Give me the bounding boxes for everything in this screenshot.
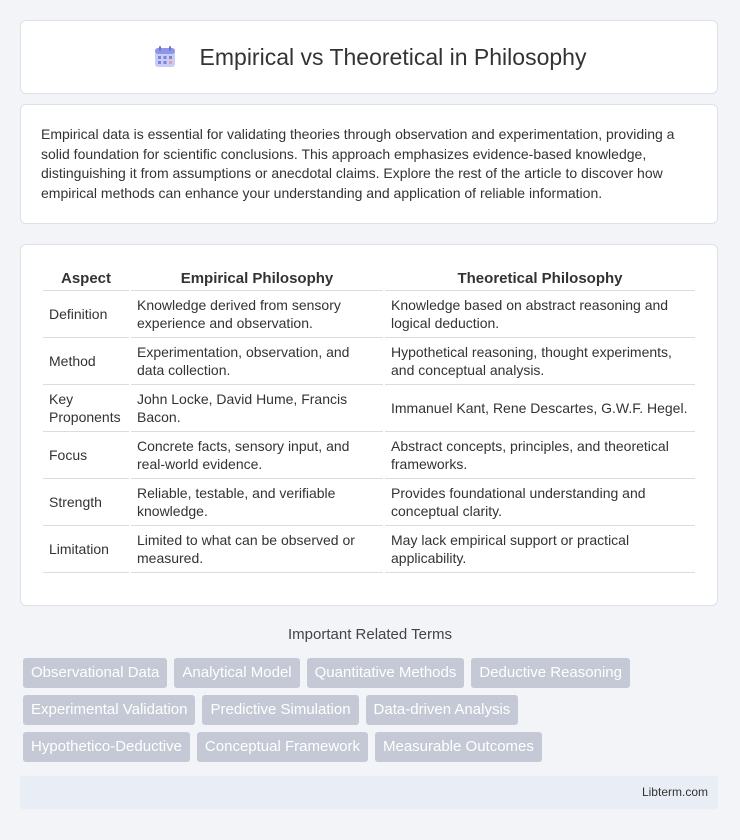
related-terms-row bbox=[23, 658, 723, 688]
table-row bbox=[43, 338, 695, 385]
related-term-tag[interactable]: Observational Data bbox=[23, 658, 167, 688]
comparison-table bbox=[41, 265, 697, 573]
intro-card bbox=[20, 104, 718, 224]
column-header-empirical: Empirical Philosophy bbox=[131, 265, 383, 291]
related-term-tag[interactable]: Predictive Simulation bbox=[202, 695, 358, 725]
related-terms-heading: Important Related Terms bbox=[288, 626, 452, 643]
table-row bbox=[43, 385, 695, 432]
table-cell-aspect: Method bbox=[43, 338, 129, 385]
related-terms-row bbox=[23, 695, 723, 725]
table-cell-empirical: Knowledge derived from sensory experience and observation. bbox=[131, 291, 383, 338]
table-header-row bbox=[43, 265, 695, 291]
table-cell-empirical: Concrete facts, sensory input, and real-world evidence. bbox=[131, 432, 383, 479]
related-term-tag[interactable]: Analytical Model bbox=[174, 658, 299, 688]
related-term-tag[interactable]: Measurable Outcomes bbox=[375, 732, 542, 762]
table-cell-empirical: Experimentation, observation, and data collection. bbox=[131, 338, 383, 385]
related-term-tag[interactable]: Experimental Validation bbox=[23, 695, 195, 725]
table-cell-theoretical: Provides foundational understanding and conceptual clarity. bbox=[385, 479, 695, 526]
column-header-theoretical: Theoretical Philosophy bbox=[385, 265, 695, 291]
table-cell-aspect: Limitation bbox=[43, 526, 129, 573]
table-cell-empirical: Limited to what can be observed or measured. bbox=[131, 526, 383, 573]
column-header-aspect: Aspect bbox=[43, 265, 129, 291]
calendar-icon bbox=[152, 44, 178, 70]
table-cell-empirical: John Locke, David Hume, Francis Bacon. bbox=[131, 385, 383, 432]
table-cell-theoretical: Knowledge based on abstract reasoning and logical deduction. bbox=[385, 291, 695, 338]
related-term-tag[interactable]: Conceptual Framework bbox=[197, 732, 368, 762]
table-cell-aspect: Key Proponents bbox=[43, 385, 129, 432]
related-terms bbox=[23, 658, 723, 769]
footer bbox=[20, 776, 718, 809]
table-cell-empirical: Reliable, testable, and verifiable knowledge. bbox=[131, 479, 383, 526]
table-cell-theoretical: May lack empirical support or practical applicability. bbox=[385, 526, 695, 573]
table-row bbox=[43, 291, 695, 338]
table-cell-theoretical: Immanuel Kant, Rene Descartes, G.W.F. Hegel. bbox=[385, 385, 695, 432]
table-row bbox=[43, 432, 695, 479]
table-cell-aspect: Strength bbox=[43, 479, 129, 526]
related-term-tag[interactable]: Data-driven Analysis bbox=[366, 695, 519, 725]
table-row bbox=[43, 526, 695, 573]
footer-site-link[interactable]: Libterm.com bbox=[641, 785, 708, 799]
table-cell-theoretical: Hypothetical reasoning, thought experiments, and conceptual analysis. bbox=[385, 338, 695, 385]
related-terms-row bbox=[23, 732, 723, 762]
table-cell-aspect: Focus bbox=[43, 432, 129, 479]
table-row bbox=[43, 479, 695, 526]
related-term-tag[interactable]: Deductive Reasoning bbox=[471, 658, 630, 688]
related-term-tag[interactable]: Hypothetico-Deductive bbox=[23, 732, 190, 762]
comparison-table-card bbox=[20, 244, 718, 606]
related-term-tag[interactable]: Quantitative Methods bbox=[307, 658, 465, 688]
title-card bbox=[20, 20, 718, 94]
page-title: Empirical vs Theoretical in Philosophy bbox=[199, 43, 587, 70]
table-cell-theoretical: Abstract concepts, principles, and theoretical frameworks. bbox=[385, 432, 695, 479]
table-cell-aspect: Definition bbox=[43, 291, 129, 338]
intro-text: Empirical data is essential for validating theories through observation and experimentation, providing a solid foundation for scientific conclusions. This approach emphasizes evidence-based knowledge, distinguishing it from assumptions or anecdotal claims. Explore the rest of the article to discover how empirical methods can enhance your understanding and application of reliable information. bbox=[41, 126, 675, 201]
